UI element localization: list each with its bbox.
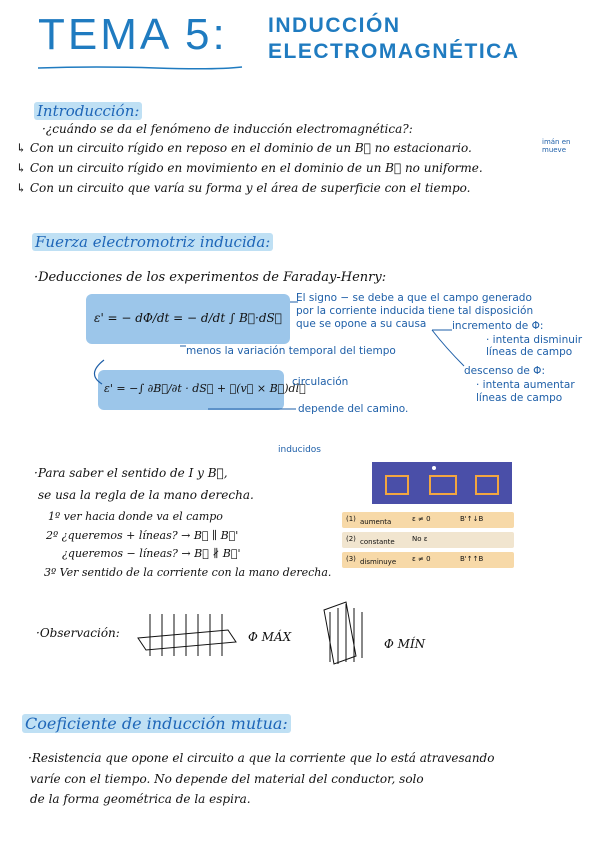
sentido-line2: se usa la regla de la mano derecha. <box>38 488 254 502</box>
table-row: (3) disminuye ε ≠ 0 B'↑↑B <box>342 552 514 568</box>
title-underline <box>36 64 246 72</box>
mutua-heading <box>22 714 291 733</box>
intro-heading-text: Introducción: <box>34 102 142 120</box>
title-line-1: INDUCCIÓN <box>268 14 401 37</box>
flux-max-label: Φ MÁX <box>248 630 292 644</box>
sign-note-3: que se opone a su causa <box>296 318 427 330</box>
fem-heading <box>32 233 273 251</box>
arrow-icon: ↳ <box>16 161 30 175</box>
mutua-heading-text: Coeficiente de inducción mutua: <box>22 714 291 733</box>
page-title: TEMA 5: <box>38 10 228 59</box>
intro-heading <box>34 102 142 120</box>
intro-item-2-text: Con un circuito rígido en movimiento en el dominio de un B⃗ no uniforme. <box>29 161 483 175</box>
sentido-step1: 1º ver hacia donde va el campo <box>48 510 223 523</box>
sentido-step2a: 2º ¿queremos + líneas? → B⃗ ∥ B⃗' <box>46 529 239 542</box>
incremento-sub2: líneas de campo <box>486 346 573 358</box>
depende-note: depende del camino. <box>298 403 409 415</box>
flux-min-label: Φ MÍN <box>384 637 426 651</box>
mutua-line2: varíe con el tiempo. No depende del material del conductor, solo <box>30 772 424 786</box>
sentido-step3: 3º Ver sentido de la corriente con la mano derecha. <box>44 566 332 579</box>
fem-heading-text: Fuerza electromotriz inducida: <box>32 233 273 251</box>
fem-deductions: ·Deducciones de los experimentos de Faraday-Henry: <box>34 270 387 285</box>
intro-side-note: imán en mueve <box>542 138 571 154</box>
incremento-label: incremento de Φ: <box>452 320 544 332</box>
flux-table <box>342 512 514 574</box>
sentido-line1: ·Para saber el sentido de I y B⃗, <box>34 466 228 480</box>
intro-item-1 <box>16 141 472 155</box>
sentido-step2b: ¿queremos − líneas? → B⃗ ∦ B⃗' <box>62 547 241 560</box>
descenso-sub1: · intenta aumentar <box>476 379 575 391</box>
intro-question: ·¿cuándo se da el fenómeno de inducción electromagnética?: <box>42 122 413 136</box>
flux-max-sketch-icon <box>132 608 242 660</box>
mutua-line1: ·Resistencia que opone el circuito a que la corriente que lo está atravesando <box>28 751 495 765</box>
magnet-loops-icon <box>372 462 512 504</box>
observacion-label: ·Observación: <box>36 626 120 640</box>
circulacion-note: circulación <box>292 376 349 388</box>
sign-note-1: El signo − se debe a que el campo generado <box>296 292 532 304</box>
intro-item-2 <box>16 161 483 175</box>
descenso-label: descenso de Φ: <box>464 365 545 377</box>
intro-item-3 <box>16 181 470 195</box>
formula1: ε' = − dΦ/dt = − d/dt ∫ B⃗·dS⃗ <box>94 311 282 325</box>
title-line-2: ELECTROMAGNÉTICA <box>268 40 520 63</box>
intro-item-1-text: Con un circuito rígido en reposo en el dominio de un B⃗ no estacionario. <box>29 141 472 155</box>
field-diagram <box>372 462 512 504</box>
descenso-sub2: líneas de campo <box>476 392 563 404</box>
table-row: (2) constante No ε <box>342 532 514 548</box>
menos-note: menos la variación temporal del tiempo <box>186 345 396 357</box>
intro-item-3-text: Con un circuito que varía su forma y el área de superficie con el tiempo. <box>29 181 471 195</box>
arrow-icon: ↳ <box>16 181 30 195</box>
mutua-line3: de la forma geométrica de la espira. <box>30 792 251 806</box>
table-row: (1) aumenta ε ≠ 0 B'↑↓B <box>342 512 514 528</box>
annotation-arrows <box>80 288 583 423</box>
arrow-icon: ↳ <box>16 141 30 155</box>
formula2: ε' = −∫ ∂B⃗/∂t · dS⃗ + ∮(v⃗ × B⃗)dl⃗ <box>104 382 306 395</box>
inducidos-note: inducidos <box>278 445 321 455</box>
sign-note-2: por la corriente inducida tiene tal disposición <box>296 305 534 317</box>
incremento-sub1: · intenta disminuir <box>486 334 583 346</box>
flux-min-sketch-icon <box>316 598 376 668</box>
